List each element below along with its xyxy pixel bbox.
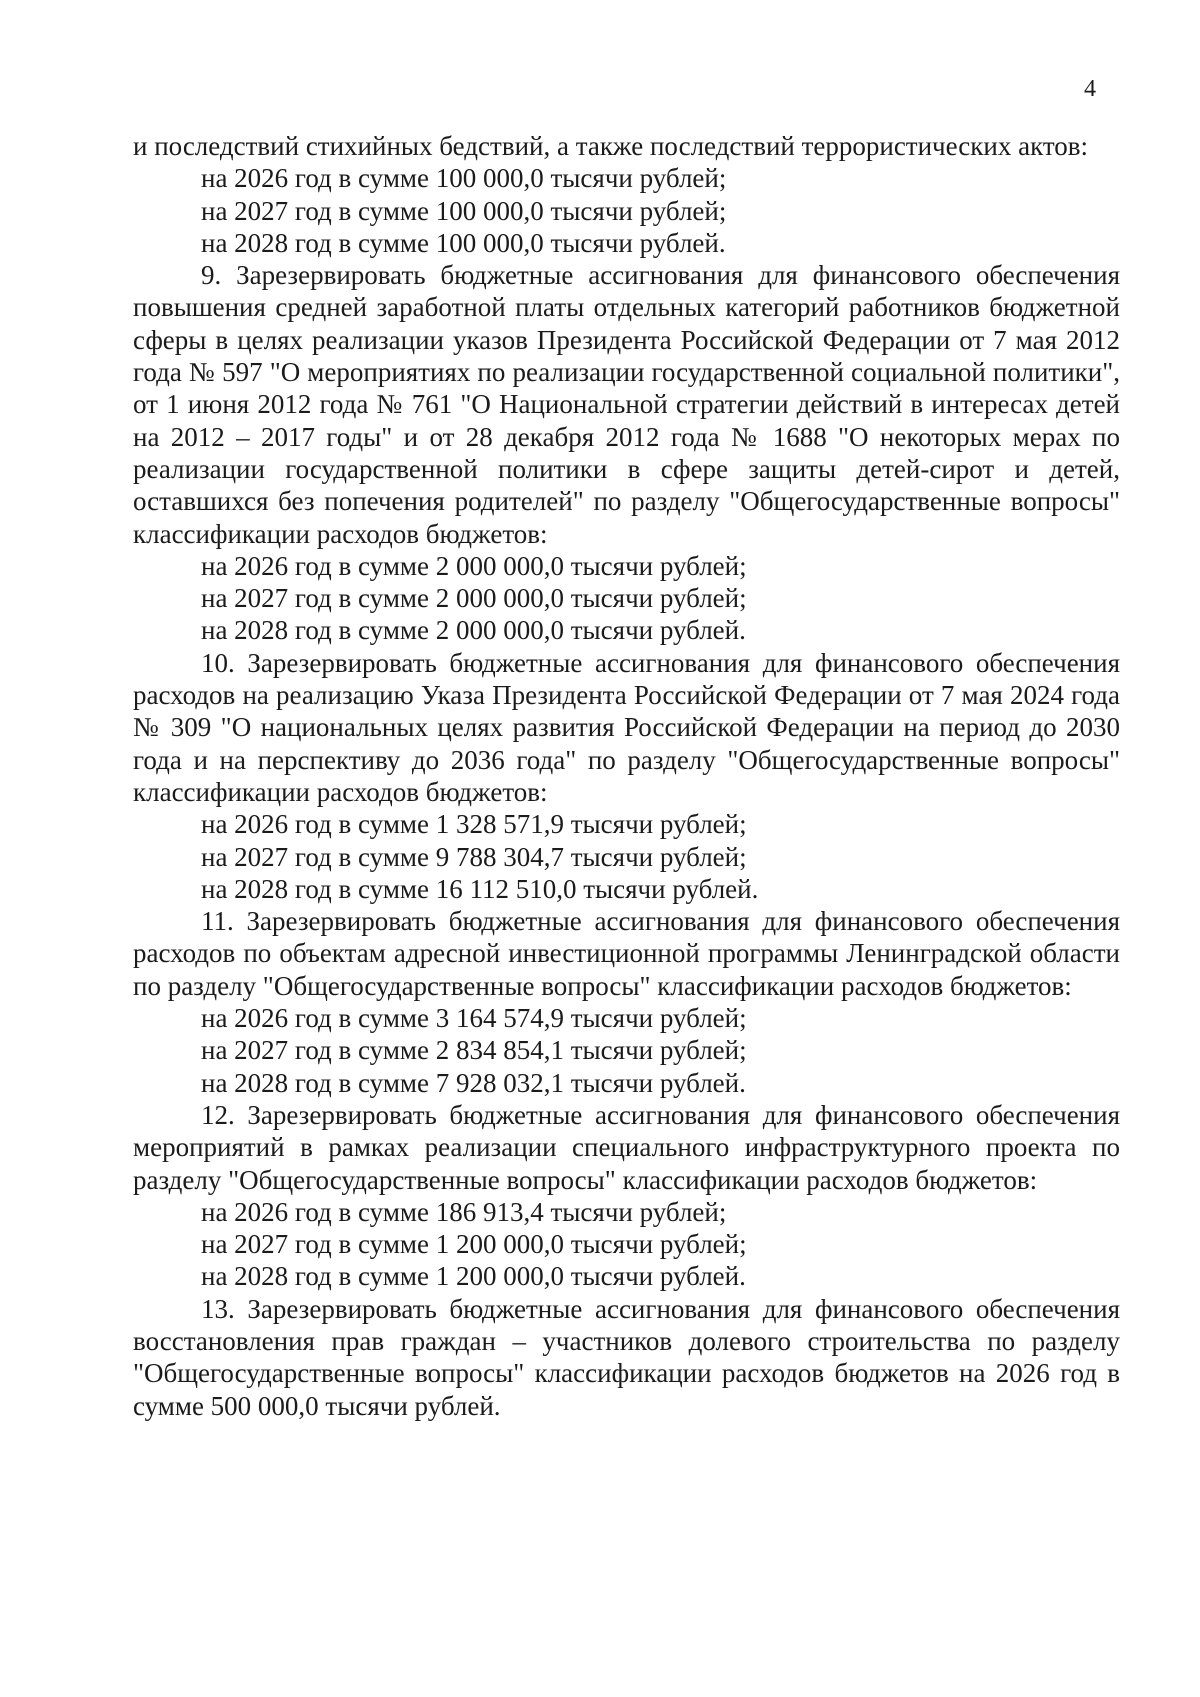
amount-line-2028: на 2028 год в сумме 100 000,0 тысячи рублей. (201, 227, 726, 258)
paragraph-11: 11. Зарезервировать бюджетные ассигнования для финансового обеспечения расходов по объектам адресной инвестиционной программы Ленинградской области по разделу "Общегосударственные вопросы" классификации расходов бюджетов: (133, 906, 1120, 1001)
amount-line-2027: на 2027 год в сумме 100 000,0 тысячи рублей; (201, 195, 727, 226)
amount-line-2028: на 2028 год в сумме 16 112 510,0 тысячи рублей. (201, 873, 759, 904)
amount-line-2026: на 2026 год в сумме 1 328 571,9 тысячи рублей; (201, 809, 747, 840)
paragraph-continuation: и последствий стихийных бедствий, а также последствий террористических актов: (133, 131, 1089, 161)
paragraph-9: 9. Зарезервировать бюджетные ассигнования для финансового обеспечения повышения средней заработной платы отдельных категорий работников бюджетной сферы в целях реализации указов Президента Российской Федерации от 7 мая 2012 года № 597 "О мероприятиях по реализации государственной социальной политики", от 1 июня 2012 года № 761 "О Национальной стратегии действий в интересах детей на 2012 – 2017 годы" и от 28 декабря 2012 года № 1688 "О некоторых мерах по реализации государственной политики в сфере защиты детей-сирот и детей, оставшихся без попечения родителей" по разделу "Общегосударственные вопросы" классификации расходов бюджетов: (133, 260, 1120, 549)
page-number: 4 (1084, 76, 1096, 102)
amount-line-2026: на 2026 год в сумме 186 913,4 тысячи рублей; (201, 1196, 727, 1227)
amount-line-2028: на 2028 год в сумме 1 200 000,0 тысячи рублей. (201, 1261, 746, 1292)
amount-line-2028: на 2028 год в сумме 7 928 032,1 тысячи рублей. (201, 1067, 746, 1098)
paragraph-10: 10. Зарезервировать бюджетные ассигнования для финансового обеспечения расходов на реализацию Указа Президента Российской Федерации от 7 мая 2024 года № 309 "О национальных целях развития Российской Федерации на период до 2030 года и на перспективу до 2036 года" по разделу "Общегосударственные вопросы" классификации расходов бюджетов: (133, 647, 1120, 807)
amount-line-2026: на 2026 год в сумме 100 000,0 тысячи рублей; (201, 163, 727, 194)
amount-line-2027: на 2027 год в сумме 9 788 304,7 тысячи рублей; (201, 841, 747, 872)
amount-line-2027: на 2027 год в сумме 1 200 000,0 тысячи рублей; (201, 1229, 747, 1260)
amount-line-2027: на 2027 год в сумме 2 834 854,1 тысячи рублей; (201, 1035, 747, 1066)
paragraph-13: 13. Зарезервировать бюджетные ассигнования для финансового обеспечения восстановления прав граждан – участников долевого строительства по разделу "Общегосударственные вопросы" классификации расходов бюджетов на 2026 год в сумме 500 000,0 тысячи рублей. (133, 1293, 1120, 1421)
amount-line-2026: на 2026 год в сумме 2 000 000,0 тысячи рублей; (201, 550, 747, 581)
paragraph-12: 12. Зарезервировать бюджетные ассигнования для финансового обеспечения мероприятий в рамках реализации специального инфраструктурного проекта по разделу "Общегосударственные вопросы" классификации расходов бюджетов: (133, 1099, 1120, 1195)
amount-line-2026: на 2026 год в сумме 3 164 574,9 тысячи рублей; (201, 1003, 747, 1034)
document-body (133, 130, 1120, 1422)
amount-line-2028: на 2028 год в сумме 2 000 000,0 тысячи рублей. (201, 615, 746, 646)
amount-line-2027: на 2027 год в сумме 2 000 000,0 тысячи рублей; (201, 583, 747, 614)
